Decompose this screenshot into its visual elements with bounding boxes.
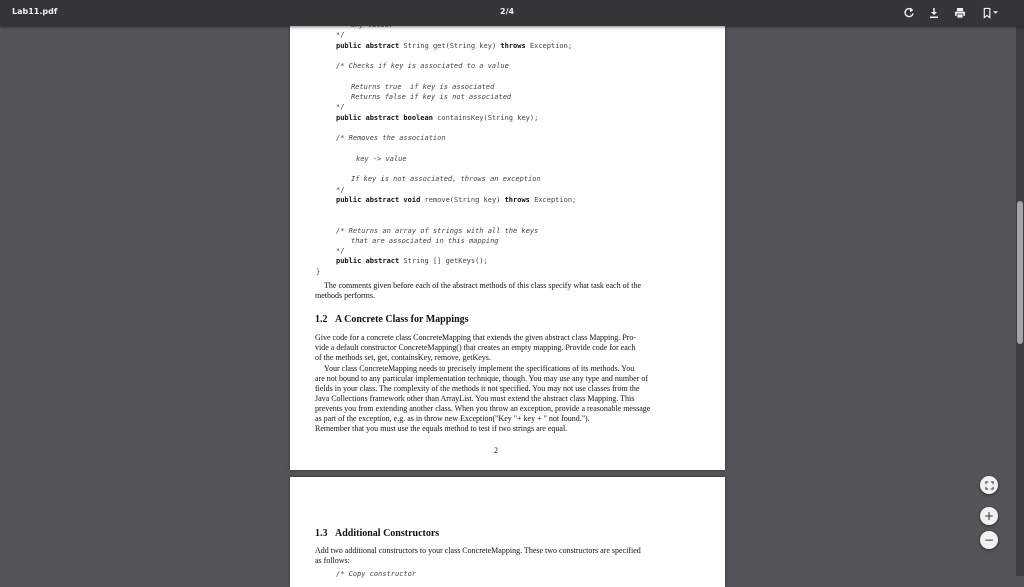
code-comment: Returns false if key is not associated [351,93,512,101]
paragraph-line: methods performs. [315,291,375,300]
chevron-down-icon [993,10,998,15]
code-line: */ [336,247,345,255]
page-number: 2 [494,446,498,455]
code-comment: that are associated in this mapping [351,237,499,245]
code-line: public abstract void remove(String key) throws Exception; [336,196,577,204]
code-comment: /* Returns an array of strings with all the keys [336,227,539,235]
paragraph-line: as follows: [315,556,350,565]
code-line: } [316,268,321,276]
code-line: public abstract String get(String key) throws Exception; [336,42,573,50]
scrollbar-thumb[interactable] [1017,201,1023,344]
code-comment: /* Removes the association [336,134,446,142]
file-name: Lab11.pdf [12,7,58,16]
page-indicator: 2/4 [500,7,515,16]
paragraph-line: Remember that you must use the equals method to test if two strings are equal. [315,424,568,433]
paragraph-line: as part of the exception, e.g. as in throw new Exception("Key "+ key + " not found."). [315,414,590,423]
code-line: public abstract boolean containsKey(String key); [336,114,539,122]
scrollbar[interactable] [1016,26,1024,576]
code-comment: /* Copy constructor [336,570,417,578]
code-comment: If key is not associated, throws an exception [351,175,541,183]
download-icon[interactable] [927,6,940,19]
paragraph-line: of the methods set, get, containsKey, remove, getKeys. [315,353,491,362]
zoom-out-button[interactable]: − [980,531,998,549]
paragraph-line: Java Collections framework other than ArrayList. You must extend the abstract class Mapping. This [315,394,635,403]
paragraph-line: Add two additional constructors to your class ConcreteMapping. These two constructors are specified [315,546,641,555]
print-icon[interactable] [953,6,966,19]
paragraph-line: Your class ConcreteMapping needs to precisely implement the specifications of its methods. You [324,364,635,373]
pdf-page-3 [290,477,725,587]
paragraph-line: fields in your class. The complexity of the methods it not specified. You may not use classes from the [315,384,640,393]
code-comment: /* Checks if key is associated to a value [336,62,509,70]
section-heading: 1.3 Additional Constructors [315,528,440,539]
code-comment: key -> value [356,155,407,163]
code-line: */ [336,186,345,194]
pdf-page-2 [290,26,725,470]
paragraph-line: prevents you from extending another class. When you throw an exception, provide a reasonable message [315,404,651,413]
fit-to-page-icon [985,481,994,490]
code-line: public abstract String [] getKeys(); [336,257,488,265]
paragraph-line: are not bound to any particular implementation technique, though. You may use any type and number of [315,374,649,383]
code-comment: Returns true if key is associated [351,83,495,91]
zoom-in-button[interactable]: + [980,507,998,525]
code-line: */ [336,31,345,39]
paragraph-line: The comments given before each of the abstract methods of this class specify what task each of the [324,281,641,290]
bookmark-icon[interactable] [980,6,1000,19]
section-heading: 1.2 A Concrete Class for Mappings [315,314,469,325]
code-line: */ [336,103,345,111]
rotate-icon[interactable] [902,6,915,19]
paragraph-line: vide a default constructor ConcreteMapping() that creates an empty mapping. Provide code for each [315,343,636,352]
fit-to-page-button[interactable] [980,476,998,494]
paragraph-line: Give code for a concrete class ConcreteMapping that extends the given abstract class Mapping. Pro- [315,333,637,342]
pdf-toolbar [0,0,1024,26]
